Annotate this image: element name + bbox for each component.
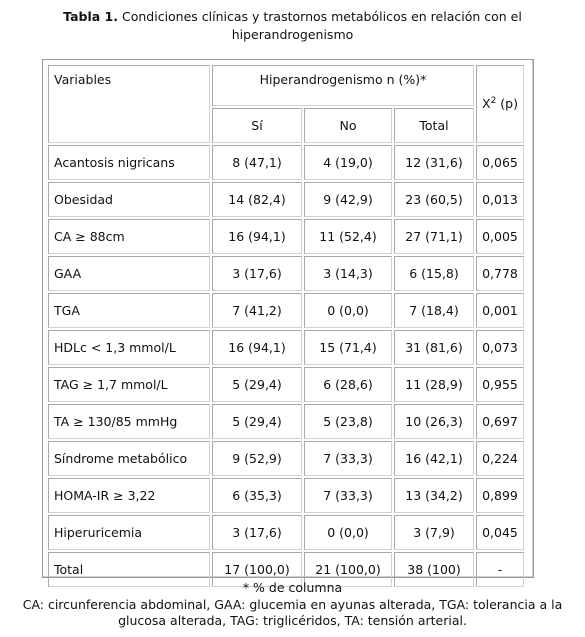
cell-total: 13 (34,2) <box>394 478 474 513</box>
cell-total: 16 (42,1) <box>394 441 474 476</box>
table-row <box>48 515 524 550</box>
cell-total: 7 (18,4) <box>394 293 474 328</box>
table-caption-label: Tabla 1. <box>63 9 118 24</box>
cell-p-value: 0,899 <box>476 478 524 513</box>
cell-total: 38 (100) <box>394 552 474 587</box>
cell-total: 10 (26,3) <box>394 404 474 439</box>
cell-si: 5 (29,4) <box>212 367 302 402</box>
cell-variable: Total <box>48 552 210 587</box>
header-no: No <box>304 108 392 143</box>
table-row <box>48 219 524 254</box>
cell-variable: TGA <box>48 293 210 328</box>
cell-variable: HOMA-IR ≥ 3,22 <box>48 478 210 513</box>
cell-total: 11 (28,9) <box>394 367 474 402</box>
header-group-hiperandrogenismo: Hiperandrogenismo n (%)* <box>212 65 474 106</box>
header-total: Total <box>394 108 474 143</box>
cell-no: 0 (0,0) <box>304 293 392 328</box>
cell-no: 4 (19,0) <box>304 145 392 180</box>
cell-no: 15 (71,4) <box>304 330 392 365</box>
cell-variable: TAG ≥ 1,7 mmol/L <box>48 367 210 402</box>
cell-si: 9 (52,9) <box>212 441 302 476</box>
table-header-row-1 <box>48 65 524 106</box>
data-table <box>46 63 526 589</box>
cell-si: 16 (94,1) <box>212 219 302 254</box>
cell-variable: HDLc < 1,3 mmol/L <box>48 330 210 365</box>
cell-si: 8 (47,1) <box>212 145 302 180</box>
table-caption-wrap <box>13 8 573 44</box>
cell-p-value: 0,001 <box>476 293 524 328</box>
cell-si: 3 (17,6) <box>212 515 302 550</box>
cell-no: 3 (14,3) <box>304 256 392 291</box>
table-row <box>48 145 524 180</box>
cell-variable: GAA <box>48 256 210 291</box>
table-row <box>48 256 524 291</box>
table-row <box>48 293 524 328</box>
cell-no: 9 (42,9) <box>304 182 392 217</box>
cell-no: 0 (0,0) <box>304 515 392 550</box>
table-row <box>48 330 524 365</box>
cell-si: 3 (17,6) <box>212 256 302 291</box>
table-caption-text: Condiciones clínicas y trastornos metabólicos en relación con el hiperandrogenismo <box>121 9 522 42</box>
cell-si: 14 (82,4) <box>212 182 302 217</box>
cell-no: 7 (33,3) <box>304 441 392 476</box>
table-row <box>48 478 524 513</box>
header-variables: Variables <box>48 65 210 143</box>
cell-p-value: 0,045 <box>476 515 524 550</box>
header-chi-base: X <box>482 96 491 112</box>
cell-variable: Obesidad <box>48 182 210 217</box>
cell-si: 6 (35,3) <box>212 478 302 513</box>
cell-p-value: - <box>476 552 524 587</box>
cell-no: 11 (52,4) <box>304 219 392 254</box>
cell-si: 5 (29,4) <box>212 404 302 439</box>
cell-no: 5 (23,8) <box>304 404 392 439</box>
cell-total: 12 (31,6) <box>394 145 474 180</box>
cell-p-value: 0,005 <box>476 219 524 254</box>
table-row <box>48 367 524 402</box>
cell-total: 31 (81,6) <box>394 330 474 365</box>
data-table-frame <box>42 59 534 578</box>
cell-p-value: 0,778 <box>476 256 524 291</box>
cell-p-value: 0,955 <box>476 367 524 402</box>
note-abbreviations: CA: circunferencia abdominal, GAA: glucemia en ayunas alterada, TGA: tolerancia a la glucosa alterada, TAG: triglicéridos, TA: tensión arterial. <box>22 597 563 628</box>
cell-total: 6 (15,8) <box>394 256 474 291</box>
table-row <box>48 441 524 476</box>
table-row <box>48 182 524 217</box>
header-chi-square <box>476 65 524 143</box>
cell-no: 7 (33,3) <box>304 478 392 513</box>
cell-no: 6 (28,6) <box>304 367 392 402</box>
cell-p-value: 0,697 <box>476 404 524 439</box>
cell-total: 23 (60,5) <box>394 182 474 217</box>
cell-variable: CA ≥ 88cm <box>48 219 210 254</box>
cell-p-value: 0,013 <box>476 182 524 217</box>
header-chi-sup: 2 <box>490 96 497 107</box>
cell-p-value: 0,073 <box>476 330 524 365</box>
note-asterisk: * % de columna <box>242 580 343 595</box>
header-si: Sí <box>212 108 302 143</box>
cell-si: 17 (100,0) <box>212 552 302 587</box>
cell-total: 27 (71,1) <box>394 219 474 254</box>
table-row <box>48 404 524 439</box>
data-table-body <box>48 65 524 587</box>
cell-variable: Acantosis nigricans <box>48 145 210 180</box>
header-chi-rest: (p) <box>496 96 518 112</box>
cell-p-value: 0,224 <box>476 441 524 476</box>
cell-variable: Síndrome metabólico <box>48 441 210 476</box>
cell-si: 7 (41,2) <box>212 293 302 328</box>
cell-variable: TA ≥ 130/85 mmHg <box>48 404 210 439</box>
cell-total: 3 (7,9) <box>394 515 474 550</box>
cell-si: 16 (94,1) <box>212 330 302 365</box>
cell-no: 21 (100,0) <box>304 552 392 587</box>
note-abbreviations-wrap <box>0 597 585 629</box>
cell-variable: Hiperuricemia <box>48 515 210 550</box>
cell-p-value: 0,065 <box>476 145 524 180</box>
table-caption <box>0 8 585 44</box>
